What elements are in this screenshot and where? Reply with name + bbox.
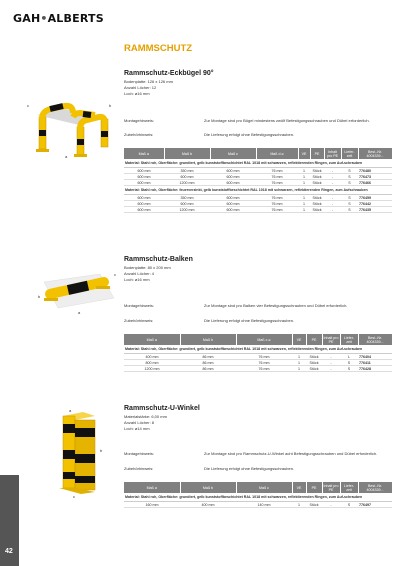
- column-header: Maß b: [180, 482, 236, 493]
- table-cell: 400 mm: [124, 354, 180, 360]
- table-cell: S: [341, 180, 358, 186]
- table-cell: Stück: [306, 502, 322, 508]
- table-cell: 350 mm: [164, 195, 210, 201]
- table-cell: 1: [292, 502, 306, 508]
- article-number: 776428: [358, 366, 392, 372]
- column-header: Maß b: [180, 334, 236, 345]
- table-header-row: [124, 482, 392, 493]
- table-cell: 600 mm: [124, 201, 164, 207]
- spec-line: Loch: ⌀16 mm: [124, 91, 150, 97]
- column-header: Maß a: [124, 148, 164, 159]
- column-header: Maß b: [164, 148, 210, 159]
- dim-label-b: b: [100, 448, 103, 453]
- zubehoer-text: Die Lieferung erfolgt ohne Befestigungsschrauben.: [204, 132, 295, 137]
- page-title: RAMMSCHUTZ: [124, 43, 193, 54]
- table-cell: S: [340, 366, 358, 372]
- table-cell: 600 mm: [210, 168, 256, 174]
- table-cell: 76 mm: [256, 180, 298, 186]
- table-cell: -: [324, 180, 341, 186]
- table-cell: Stück: [306, 360, 322, 366]
- brand-separator: •: [40, 12, 48, 25]
- brand-left: GAH: [13, 12, 41, 25]
- zubehoer-label: Zubehörhinweis:: [124, 466, 154, 471]
- column-header: Maß d ⌀: [256, 148, 298, 159]
- table-row: [124, 502, 392, 508]
- table-cell: L: [340, 354, 358, 360]
- dim-label-c: c: [73, 494, 75, 498]
- column-header: VE: [292, 482, 306, 493]
- material-row: Material: Stahl roh, Oberfläche: grundiert, gelb kunststoffbeschichtet RAL 1018 mit schwarzen, reflektierenden Ringen, zum Auf-schrauben: [124, 159, 392, 168]
- column-header: Liefer-zeit: [341, 148, 358, 159]
- table-cell: 600 mm: [210, 180, 256, 186]
- montage-text: Zur Montage sind pro Rammschutz-U-Winkel acht Befestigungsschrauben und Dübel erforderlich.: [204, 451, 378, 456]
- montage-text: Zur Montage sind pro Bügel mindestens zwölf Befestigungsschrauben und Dübel erforderlich.: [204, 118, 370, 123]
- table-cell: 1: [298, 201, 310, 207]
- article-number: 776459: [358, 195, 392, 201]
- montage-note: [124, 118, 370, 123]
- table-cell: 1: [298, 195, 310, 201]
- table-cell: 1: [292, 360, 306, 366]
- spec-line: Bodenplatte: 80 x 200 mm: [124, 265, 171, 270]
- material-row: Material: Stahl roh, Oberfläche: grundiert, gelb kunststoffbeschichtet RAL 1018 mit schwarzen, reflektierenden Ringen, zum Auf-schrauben: [124, 345, 392, 354]
- table-cell: 1: [298, 207, 310, 213]
- table-cell: 400 mm: [180, 502, 236, 508]
- table-cell: 600 mm: [124, 207, 164, 213]
- table-cell: 76 mm: [256, 174, 298, 180]
- table-cell: 76 mm: [236, 366, 292, 372]
- table-cell: Stück: [310, 180, 324, 186]
- table-cell: 600 mm: [124, 195, 164, 201]
- zubehoer-note: [124, 466, 294, 471]
- column-header: Inhalt pro PE: [324, 148, 341, 159]
- table-cell: S: [341, 174, 358, 180]
- montage-note: [124, 303, 347, 308]
- table-cell: -: [324, 174, 341, 180]
- table-cell: 600 mm: [210, 207, 256, 213]
- montage-text: Zur Montage sind pro Balken vier Befestigungsschrauben und Dübel erforderlich.: [204, 303, 348, 308]
- column-header: Best.-Nr. 4004339...: [358, 482, 392, 493]
- spec-line: Anzahl Löcher: 12: [124, 85, 157, 91]
- spec-line: Materialstärke: 6,00 mm: [124, 414, 167, 419]
- zubehoer-note: [124, 132, 294, 137]
- table-cell: 350 mm: [164, 168, 210, 174]
- table-cell: Stück: [310, 207, 324, 213]
- table-cell: -: [322, 366, 340, 372]
- table-cell: 600 mm: [210, 201, 256, 207]
- spec-list: [124, 79, 173, 98]
- column-header: Inhalt pro PE: [323, 483, 339, 492]
- table-cell: 600 mm: [124, 180, 164, 186]
- section-title-u-winkel: Rammschutz-U-Winkel: [124, 405, 200, 412]
- brand-right: ALBERTS: [47, 12, 104, 25]
- u-winkel-product-image: [55, 408, 111, 498]
- column-header: VE: [298, 148, 310, 159]
- table-cell: 1: [292, 366, 306, 372]
- spec-list: [124, 414, 167, 433]
- section-title-eckbuegel: Rammschutz-Eckbügel 90°: [124, 70, 214, 77]
- table-cell: 600 mm: [210, 195, 256, 201]
- article-number: 776473: [358, 174, 392, 180]
- table-cell: -: [324, 207, 341, 213]
- table-cell: Stück: [310, 174, 324, 180]
- table-cell: 600 mm: [164, 174, 210, 180]
- table-cell: Stück: [306, 366, 322, 372]
- table-cell: 86 mm: [180, 354, 236, 360]
- table-cell: -: [322, 360, 340, 366]
- table-cell: S: [340, 360, 358, 366]
- table-cell: 1200 mm: [164, 180, 210, 186]
- table-cell: Stück: [310, 168, 324, 174]
- table-cell: 76 mm: [256, 168, 298, 174]
- dim-label-b: b: [38, 294, 41, 299]
- column-header: Maß a: [124, 482, 180, 493]
- column-header: VE: [292, 334, 306, 345]
- table-cell: Stück: [310, 195, 324, 201]
- zubehoer-note: [124, 318, 294, 323]
- column-header: Maß c: [236, 482, 292, 493]
- table-cell: 1: [298, 174, 310, 180]
- table-row: [124, 366, 392, 372]
- table-cell: 160 mm: [124, 502, 180, 508]
- column-header: Liefer-zeit: [340, 334, 358, 345]
- table-cell: 76 mm: [256, 207, 298, 213]
- column-header: Best.-Nr. 4004339...: [358, 334, 392, 345]
- zubehoer-label: Zubehörhinweis:: [124, 318, 154, 323]
- table-cell: Stück: [306, 354, 322, 360]
- table-cell: -: [324, 201, 341, 207]
- table-cell: -: [324, 195, 341, 201]
- table-cell: Stück: [310, 201, 324, 207]
- spec-line: Loch: ⌀16 mm: [124, 277, 150, 283]
- table-cell: S: [341, 207, 358, 213]
- montage-label: Montagehinweis:: [124, 451, 155, 456]
- article-number: 776404: [358, 354, 392, 360]
- product-table-u-winkel: [124, 482, 393, 508]
- column-header: PE: [306, 334, 322, 345]
- product-table-eckbuegel: [124, 148, 393, 213]
- table-cell: 76 mm: [236, 354, 292, 360]
- table-cell: 600 mm: [124, 174, 164, 180]
- article-number: 776435: [358, 207, 392, 213]
- column-header: Inhalt pro PE: [323, 335, 339, 344]
- montage-label: Montagehinweis:: [124, 303, 155, 308]
- dim-label-a: a: [65, 154, 68, 159]
- spec-line: Bodenplatte: 126 x 126 mm: [124, 79, 173, 84]
- table-cell: -: [322, 354, 340, 360]
- table-header-row: [124, 148, 392, 159]
- article-number: 776411: [358, 360, 392, 366]
- table-cell: 76 mm: [236, 360, 292, 366]
- table-cell: 140 mm: [236, 502, 292, 508]
- column-header: Maß c: [210, 148, 256, 159]
- table-cell: 600 mm: [124, 168, 164, 174]
- column-header: Best.-Nr. 4004339...: [358, 148, 392, 159]
- zubehoer-label: Zubehörhinweis:: [124, 132, 154, 137]
- spec-line: Anzahl Löcher: 8: [124, 420, 155, 426]
- table-cell: 800 mm: [124, 360, 180, 366]
- table-cell: 1: [292, 354, 306, 360]
- table-cell: S: [341, 168, 358, 174]
- zubehoer-text: Die Lieferung erfolgt ohne Befestigungsschrauben.: [204, 318, 295, 323]
- article-number: 776480: [358, 168, 392, 174]
- dim-label-c: c: [114, 272, 116, 277]
- table-header-row: [124, 334, 392, 345]
- material-row: Material: Stahl roh, Oberfläche: grundiert, gelb kunststoffbeschichtet RAL 1018 mit schwarzen, reflektierenden Ringen, zum Auf-schrauben: [124, 493, 392, 502]
- article-number: 776466: [358, 180, 392, 186]
- spec-list: [124, 265, 171, 284]
- dim-label-c: c: [27, 103, 29, 108]
- table-cell: S: [341, 201, 358, 207]
- page-number: 42: [5, 548, 13, 555]
- montage-label: Montagehinweis:: [124, 118, 155, 123]
- spec-line: Loch: ⌀14 mm: [124, 426, 150, 432]
- table-cell: -: [322, 502, 340, 508]
- zubehoer-text: Die Lieferung erfolgt ohne Befestigungsschrauben.: [204, 466, 295, 471]
- table-row: [124, 207, 392, 213]
- table-cell: -: [324, 168, 341, 174]
- column-header: Liefer-zeit: [340, 482, 358, 493]
- table-cell: 86 mm: [180, 360, 236, 366]
- table-cell: 76 mm: [256, 201, 298, 207]
- section-title-balken: Rammschutz-Balken: [124, 256, 193, 263]
- brand-logo: [13, 12, 104, 25]
- table-cell: 600 mm: [164, 201, 210, 207]
- table-cell: S: [340, 502, 358, 508]
- dim-label-a: a: [69, 408, 72, 413]
- table-cell: 76 mm: [256, 195, 298, 201]
- balken-product-image: [38, 268, 120, 316]
- montage-note: [124, 451, 377, 456]
- table-cell: 86 mm: [180, 366, 236, 372]
- material-row: Material: Stahl roh, Oberfläche: feuerverzinkt, gelb kunststoffbeschichtet RAL 1018 mit schwarzen, reflektierenden Ringen, zum Aufschrauben: [124, 186, 392, 195]
- article-number: 776442: [358, 201, 392, 207]
- table-cell: S: [341, 195, 358, 201]
- column-header: PE: [306, 482, 322, 493]
- dim-label-a: a: [78, 310, 81, 315]
- column-header: PE: [310, 148, 324, 159]
- article-number: 776497: [358, 502, 392, 508]
- table-cell: 600 mm: [210, 174, 256, 180]
- column-header: Maß c ⌀: [236, 334, 292, 345]
- column-header: Maß a: [124, 334, 180, 345]
- table-cell: 1200 mm: [164, 207, 210, 213]
- table-cell: 1: [298, 168, 310, 174]
- table-cell: 1200 mm: [124, 366, 180, 372]
- eckbuegel-product-image: [25, 95, 117, 159]
- product-table-balken: [124, 334, 393, 372]
- spec-line: Anzahl Löcher: 4: [124, 271, 155, 277]
- table-cell: 1: [298, 180, 310, 186]
- dim-label-b: b: [109, 103, 112, 108]
